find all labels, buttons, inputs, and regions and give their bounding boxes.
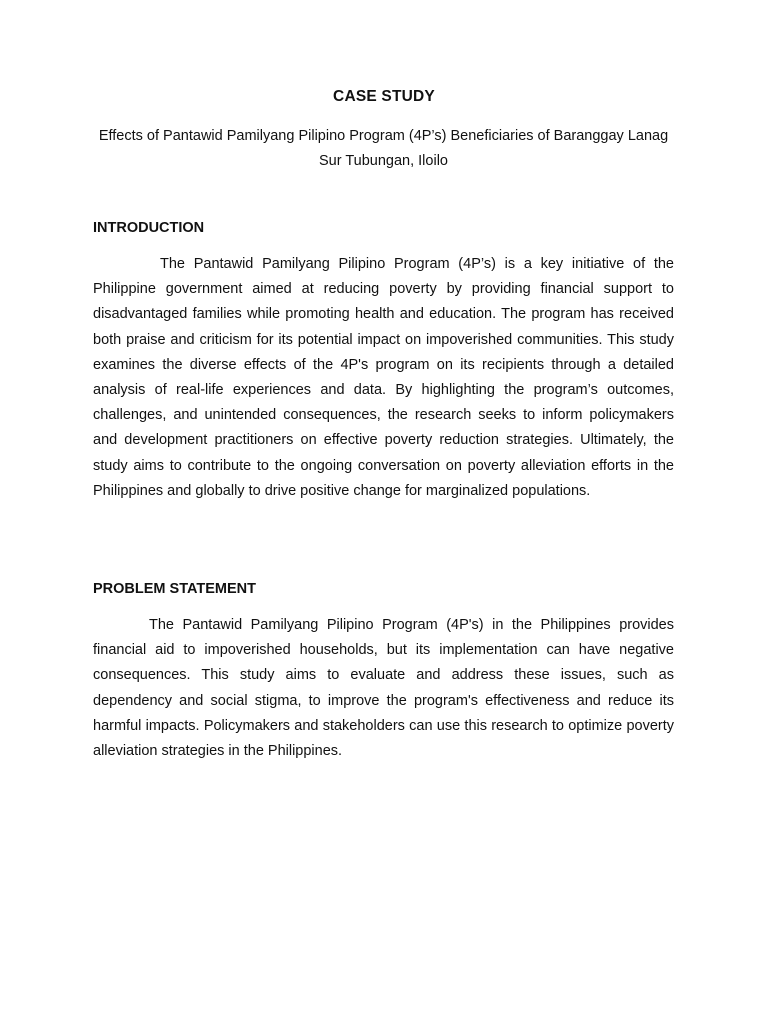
document-title: CASE STUDY: [333, 88, 435, 105]
section-heading-introduction: INTRODUCTION: [93, 220, 205, 236]
section-body-introduction: The Pantawid Pamilyang Pilipino Program (4P’s) is a key initiative of the Philippine government aimed at reducing poverty by providing financial support to disadvantaged families while promoting health and education. The program has received both praise and criticism for its potential impact on impoverished communities. This study examines the diverse effects of the 4P's program on its recipients through a detailed analysis of real-life experiences and data. By highlighting the program’s outcomes, challenges, and unintended consequences, the research seeks to inform policymakers and development practitioners on effective poverty reduction strategies. Ultimately, the study aims to contribute to the ongoing conversation on poverty alleviation efforts in the Philippines and globally to drive positive change for marginalized populations.: [93, 256, 674, 499]
section-body-problem-statement: The Pantawid Pamilyang Pilipino Program (4P's) in the Philippines provides financial aid to impoverished households, but its implementation can have negative consequences. This study aims to evaluate and address these issues, such as dependency and social stigma, to improve the program's effectiveness and reduce its harmful impacts. Policymakers and stakeholders can use this research to optimize poverty alleviation strategies in the Philippines.: [93, 617, 674, 760]
document-subtitle: Effects of Pantawid Pamilyang Pilipino Program (4P’s) Beneficiaries of Baranggay Lanag Sur Tubungan, Iloilo: [98, 128, 669, 169]
section-heading-problem-statement: PROBLEM STATEMENT: [93, 581, 256, 597]
